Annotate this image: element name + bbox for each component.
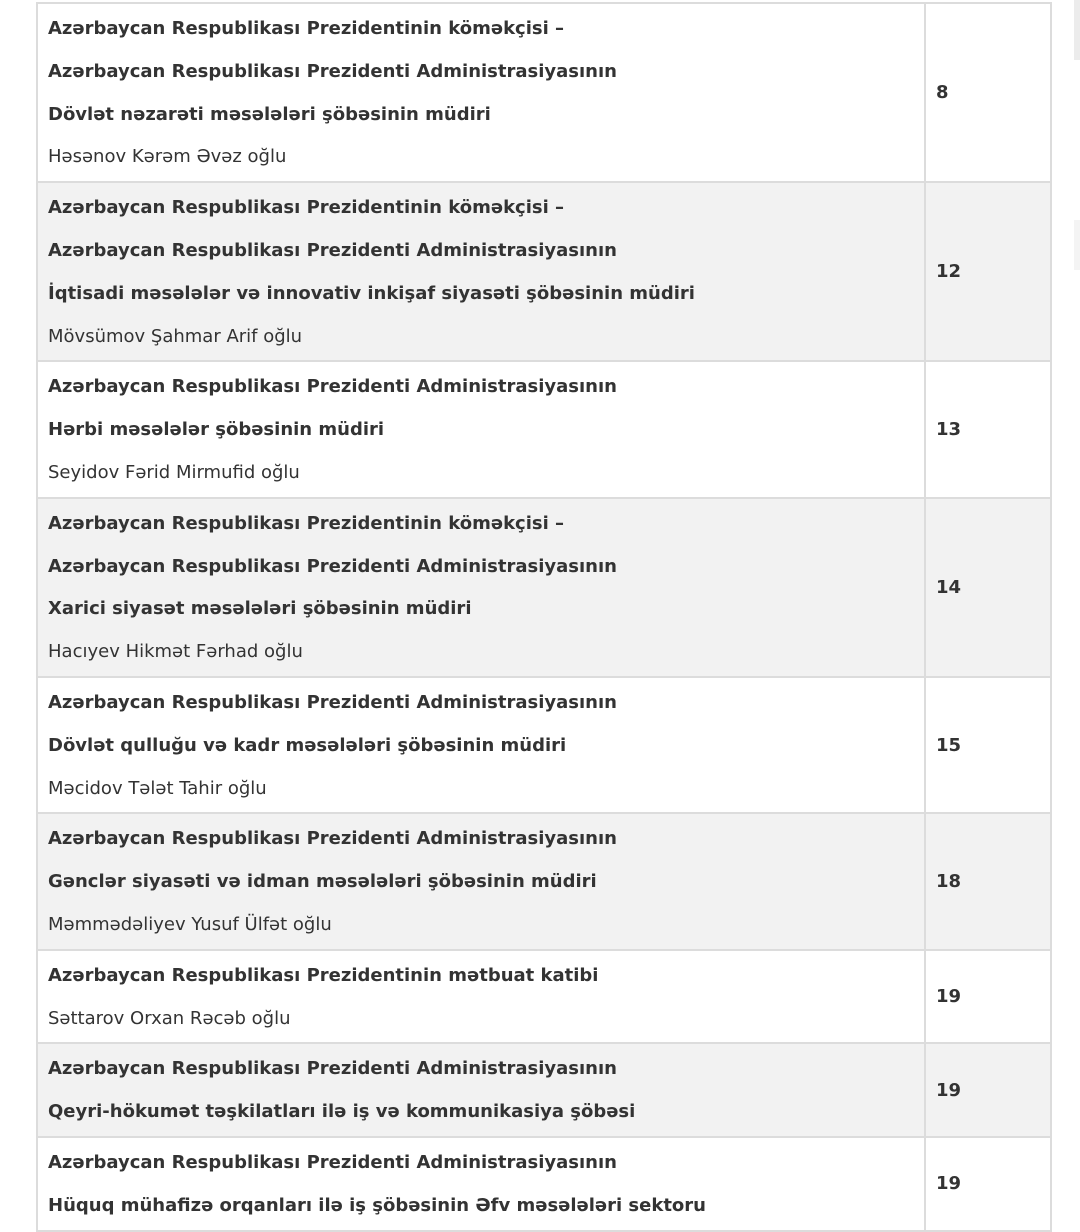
position-cell [37,3,925,182]
row-number: 19 [925,1137,1051,1231]
row-number: 15 [925,677,1051,813]
position-cell [37,498,925,677]
position-cell [37,677,925,813]
scroll-edge-marker [1074,0,1080,60]
scroll-edge-marker [1074,220,1080,270]
position-cell [37,1137,925,1231]
table-row [37,498,1051,677]
table-row [37,1137,1051,1231]
person-name: Hacıyev Hikmət Fərhad oğlu [48,641,303,663]
position-cell [37,361,925,497]
position-line: Azərbaycan Respublikası Prezidenti Administrasiyasının [48,691,617,713]
row-number: 13 [925,361,1051,497]
table-row [37,361,1051,497]
table-row [37,813,1051,949]
person-name: Seyidov Fərid Mirmufid oğlu [48,461,300,483]
position-line: Hərbi məsələlər şöbəsinin müdiri [48,419,385,441]
position-cell [37,1043,925,1137]
position-cell [37,813,925,949]
person-name: Məcidov Tələt Tahir oğlu [48,777,267,799]
position-cell [37,950,925,1044]
person-name: Həsənov Kərəm Əvəz oğlu [48,146,287,168]
position-line: Azərbaycan Respublikası Prezidentinin mətbuat katibi [48,964,599,986]
row-number: 18 [925,813,1051,949]
position-line: Gənclər siyasəti və idman məsələləri şöbəsinin müdiri [48,871,597,893]
position-line: İqtisadi məsələlər və innovativ inkişaf siyasəti şöbəsinin müdiri [48,282,695,304]
officials-table [36,2,1052,1232]
position-line: Azərbaycan Respublikası Prezidentinin köməkçisi – [48,512,565,534]
person-name: Səttarov Orxan Rəcəb oğlu [48,1007,291,1029]
position-line: Azərbaycan Respublikası Prezidenti Administrasiyasının [48,555,617,577]
table-row [37,950,1051,1044]
row-number: 12 [925,182,1051,361]
position-cell [37,182,925,361]
table-row [37,182,1051,361]
position-line: Azərbaycan Respublikası Prezidentinin köməkçisi – [48,197,565,219]
position-line: Azərbaycan Respublikası Prezidentinin köməkçisi – [48,18,565,39]
position-line: Azərbaycan Respublikası Prezidenti Administrasiyasının [48,1058,617,1080]
position-line: Xarici siyasət məsələləri şöbəsinin müdiri [48,598,472,620]
position-line: Dövlət nəzarəti məsələləri şöbəsinin müdiri [48,103,491,125]
row-number: 19 [925,950,1051,1044]
position-line: Azərbaycan Respublikası Prezidenti Administrasiyasının [48,1151,617,1173]
table-row [37,3,1051,182]
person-name: Mövsümov Şahmar Arif oğlu [48,325,303,347]
table-row [37,677,1051,813]
position-line: Azərbaycan Respublikası Prezidenti Administrasiyasının [48,239,617,261]
row-number: 8 [925,3,1051,182]
position-line: Azərbaycan Respublikası Prezidenti Administrasiyasının [48,376,617,398]
person-name: Məmmədəliyev Yusuf Ülfət oğlu [48,913,332,935]
position-line: Azərbaycan Respublikası Prezidenti Administrasiyasının [48,60,617,82]
position-line: Qeyri-hökumət təşkilatları ilə iş və kommunikasiya şöbəsi [48,1101,636,1123]
table-row [37,1043,1051,1137]
row-number: 19 [925,1043,1051,1137]
row-number: 14 [925,498,1051,677]
position-line: Dövlət qulluğu və kadr məsələləri şöbəsinin müdiri [48,734,567,756]
position-line: Hüquq mühafizə orqanları ilə iş şöbəsinin Əfv məsələləri sektoru [48,1194,706,1216]
position-line: Azərbaycan Respublikası Prezidenti Administrasiyasının [48,828,617,850]
